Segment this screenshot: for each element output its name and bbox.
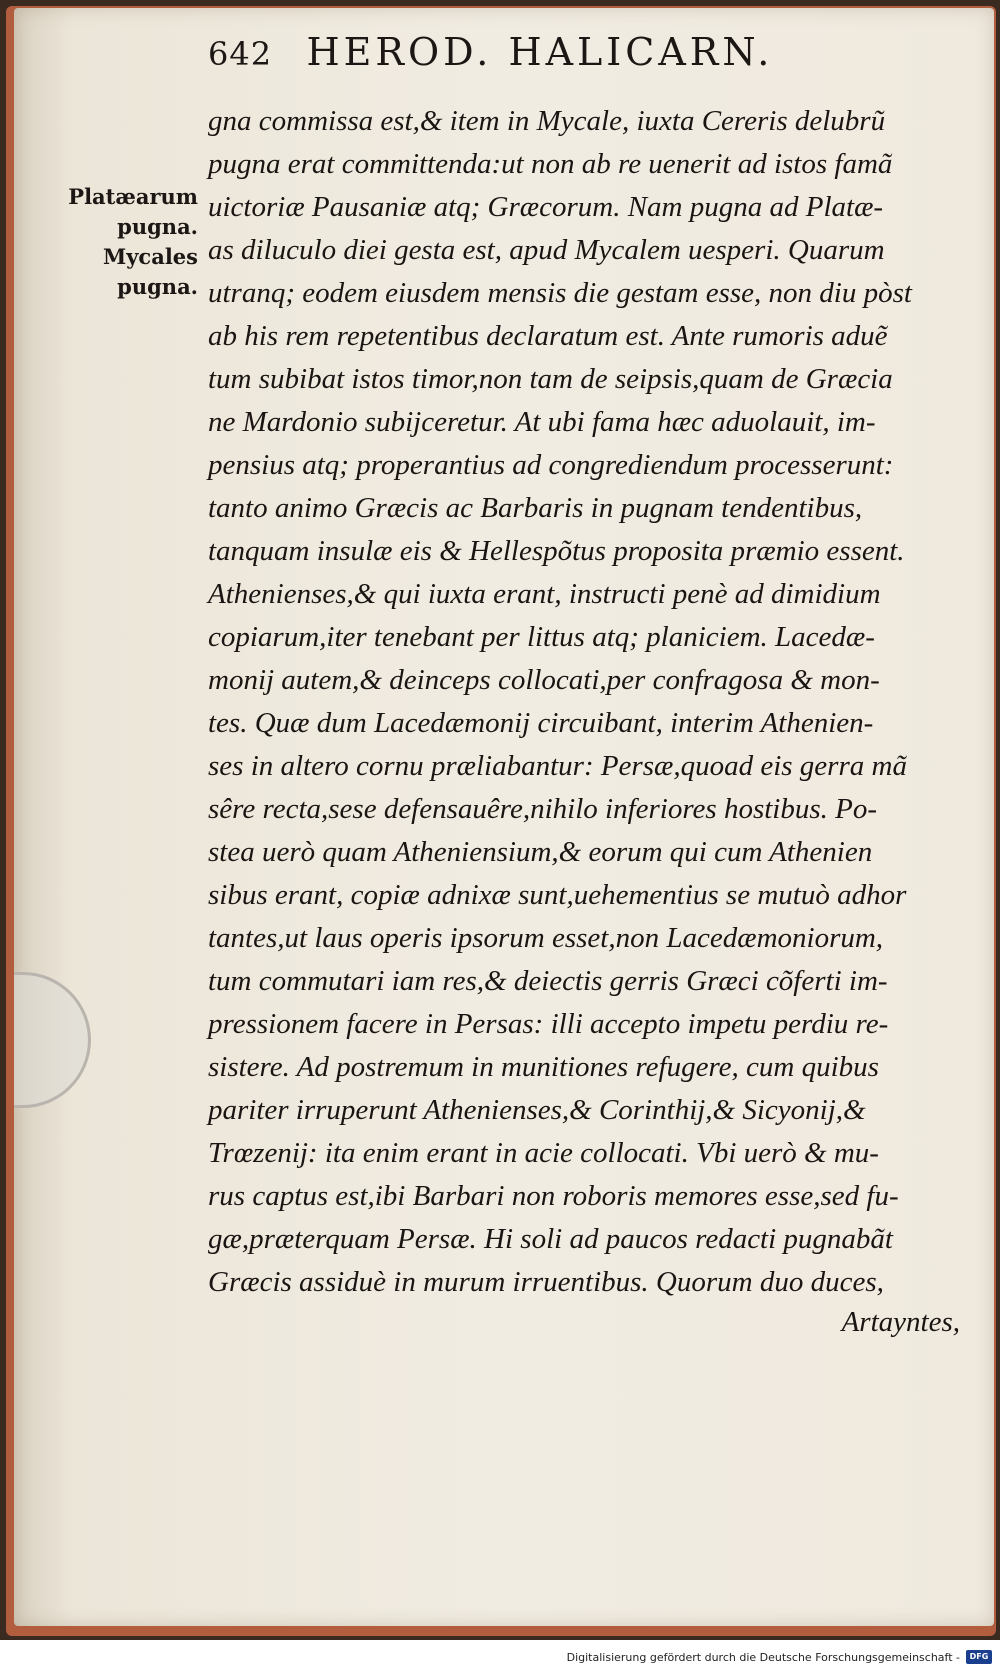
page-number: 642 bbox=[208, 35, 273, 73]
text-line: pensius atq; properantius ad congrediendum processerunt: bbox=[208, 449, 894, 481]
text-line: tanquam insulæ eis & Hellespõtus proposita præmio essent. bbox=[208, 535, 905, 567]
text-line: tum commutari iam res,& deiectis gerris Græci cõferti im- bbox=[208, 965, 888, 997]
margin-note: pugna. bbox=[117, 274, 198, 299]
text-line: rus captus est,ibi Barbari non roboris memores esse,sed fu- bbox=[208, 1180, 899, 1212]
text-line: sistere. Ad postremum in munitiones refugere, cum quibus bbox=[208, 1051, 879, 1083]
margin-note: pugna. bbox=[117, 214, 198, 239]
dfg-logo: DFG bbox=[966, 1650, 992, 1664]
text-line: uictoriæ Pausaniæ atq; Græcorum. Nam pugna ad Platæ- bbox=[208, 191, 884, 223]
text-line: sêre recta,sese defensauêre,nihilo inferiores hostibus. Po- bbox=[208, 793, 878, 825]
text-line: stea uerò quam Atheniensium,& eorum qui cum Athenien bbox=[208, 836, 873, 868]
text-line: copiarum,iter tenebant per littus atq; planiciem. Lacedæ- bbox=[208, 621, 875, 653]
catchword: Artayntes, bbox=[841, 1306, 960, 1338]
digitization-credit: Digitalisierung gefördert durch die Deutsche Forschungsgemeinschaft - bbox=[566, 1651, 960, 1664]
margin-note: Mycales bbox=[102, 244, 198, 269]
text-line: as diluculo diei gesta est, apud Mycalem uesperi. Quarum bbox=[208, 234, 885, 266]
footer-bar bbox=[0, 1648, 1000, 1670]
margin-note: Platæarum bbox=[68, 184, 198, 209]
text-line: monij autem,& deinceps collocati,per confragosa & mon- bbox=[208, 664, 880, 696]
text-line: tantes,ut laus operis ipsorum esset,non Lacedæmoniorum, bbox=[208, 922, 884, 954]
text-line: Græcis assiduè in murum irruentibus. Quorum duo duces, bbox=[208, 1266, 884, 1298]
text-line: pugna erat committenda:ut non ab re uenerit ad istos famã bbox=[208, 148, 893, 180]
text-line: ab his rem repetentibus declaratum est. Ante rumoris aduẽ bbox=[208, 320, 888, 352]
text-line: gæ,præterquam Persæ. Hi soli ad paucos redacti pugnabãt bbox=[208, 1223, 893, 1255]
text-line: sibus erant, copiæ adnixæ sunt,uehementius se mutuò adhor bbox=[208, 879, 907, 911]
text-line: tes. Quæ dum Lacedæmonij circuibant, interim Athenien- bbox=[208, 707, 874, 739]
text-line: utranq; eodem eiusdem mensis die gestam esse, non diu pòst bbox=[208, 277, 912, 309]
body-text bbox=[208, 100, 963, 1304]
text-line: pariter irruperunt Athenienses,& Corinthij,& Sicyonij,& bbox=[208, 1094, 866, 1126]
text-line: Trœzenij: ita enim erant in acie collocati. Vbi uerò & mu- bbox=[208, 1137, 879, 1169]
text-line: tanto animo Græcis ac Barbaris in pugnam tendentibus, bbox=[208, 492, 863, 524]
text-line: pressionem facere in Persas: illi accepto impetu perdiu re- bbox=[208, 1008, 889, 1040]
text-line: gna commissa est,& item in Mycale, iuxta Cereris delubrũ bbox=[208, 105, 886, 137]
text-line: ne Mardonio subijceretur. At ubi fama hæc aduolauit, im- bbox=[208, 406, 876, 438]
page-header bbox=[208, 30, 968, 74]
text-line: ses in altero cornu præliabantur: Persæ,quoad eis gerra mã bbox=[208, 750, 907, 782]
margin-notes bbox=[58, 182, 198, 302]
running-head: HEROD. HALICARN. bbox=[306, 30, 774, 74]
text-line: Athenienses,& qui iuxta erant, instructi penè ad dimidium bbox=[208, 578, 881, 610]
text-line: tum subibat istos timor,non tam de seipsis,quam de Græcia bbox=[208, 363, 893, 395]
